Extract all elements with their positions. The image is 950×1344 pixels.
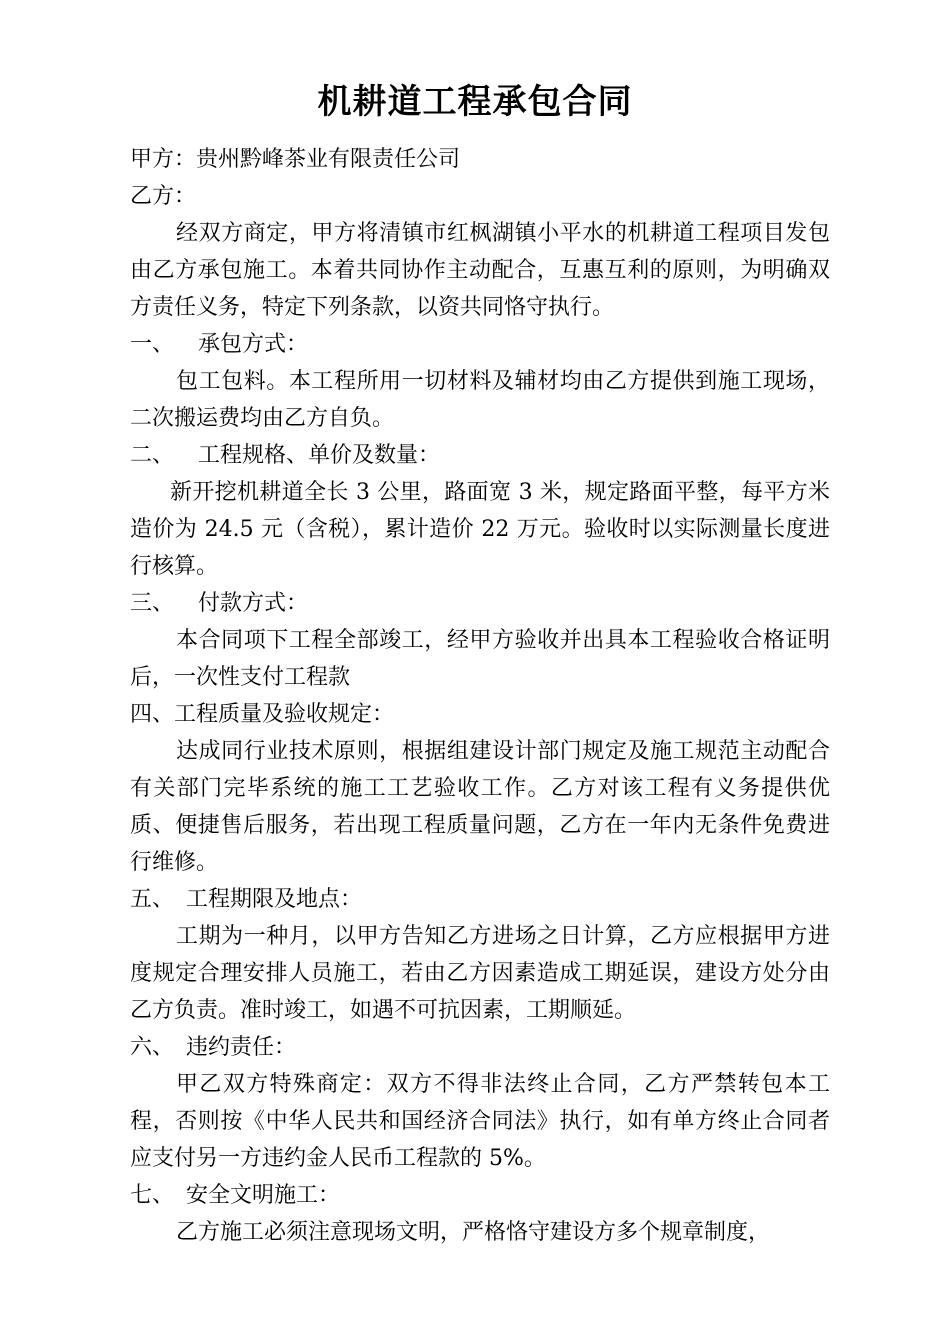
section-content-5: 工期为一种月，以甲方告知乙方进场之日计算，乙方应根据甲方进度规定合理安排人员施工，若由乙方因素造成工期延误，建设方处分由乙方负责。准时竣工，如遇不可抗因素，工期顺延。 xyxy=(130,924,830,1023)
section-number: 四、 xyxy=(130,702,175,727)
section-content-1: 包工包料。本工程所用一切材料及辅材均由乙方提供到施工现场，二次搬运费均由乙方自负。 xyxy=(130,369,830,431)
party-a-line: 甲方：贵州黔峰茶业有限责任公司 xyxy=(130,147,461,172)
section-heading-1 xyxy=(130,326,830,363)
section-content-6: 甲乙双方特殊商定：双方不得非法终止合同，乙方严禁转包本工程，否则按《中华人民共和国经济合同法》执行，如有单方终止合同者应支付另一方违约金人民币工程款的 5%。 xyxy=(130,1072,830,1171)
section-title: 工程质量及验收规定： xyxy=(174,702,395,727)
party-b-line: 乙方： xyxy=(130,184,197,209)
section-number: 三、 xyxy=(130,591,175,616)
section-title: 工程规格、单价及数量： xyxy=(198,443,441,468)
intro-paragraph: 经双方商定，甲方将清镇市红枫湖镇小平水的机耕道工程项目发包由乙方承包施工。本着共同协作主动配合，互惠互利的原则，为明确双方责任义务，特定下列条款，以资共同恪守执行。 xyxy=(130,221,830,320)
contract-body xyxy=(130,141,830,1251)
section-number: 六、 xyxy=(130,1035,175,1060)
section-content-4: 达成同行业技术原则，根据组建设计部门规定及施工规范主动配合有关部门完毕系统的施工工艺验收工作。乙方对该工程有义务提供优质、便捷售后服务，若出现工程质量问题，乙方在一年内无条件免费进行维修。 xyxy=(130,739,830,875)
section-number: 二、 xyxy=(130,443,175,468)
section-title: 安全文明施工： xyxy=(186,1183,341,1208)
section-content-7: 乙方施工必须注意现场文明，严格恪守建设方多个规章制度， xyxy=(176,1220,771,1245)
section-heading-5 xyxy=(130,881,830,918)
section-title: 承包方式： xyxy=(198,332,309,357)
section-heading-3 xyxy=(130,585,830,622)
section-title: 违约责任： xyxy=(186,1035,297,1060)
contract-title: 机耕道工程承包合同 xyxy=(317,82,633,122)
section-title: 付款方式： xyxy=(198,591,309,616)
section-title: 工程期限及地点： xyxy=(186,887,363,912)
section-heading-4 xyxy=(130,696,830,733)
section-heading-2 xyxy=(130,437,830,474)
section-number: 五、 xyxy=(130,887,175,912)
section-number: 七、 xyxy=(130,1183,175,1208)
section-heading-6 xyxy=(130,1029,830,1066)
section-content-2: 新开挖机耕道全长 3 公里，路面宽 3 米，规定路面平整，每平方米造价为 24.5 元（含税），累计造价 22 万元。验收时以实际测量长度进行核算。 xyxy=(130,480,830,579)
section-number: 一、 xyxy=(130,332,175,357)
section-heading-7 xyxy=(130,1177,830,1214)
section-content-3: 本合同项下工程全部竣工，经甲方验收并出具本工程验收合格证明后，一次性支付工程款 xyxy=(130,628,830,690)
